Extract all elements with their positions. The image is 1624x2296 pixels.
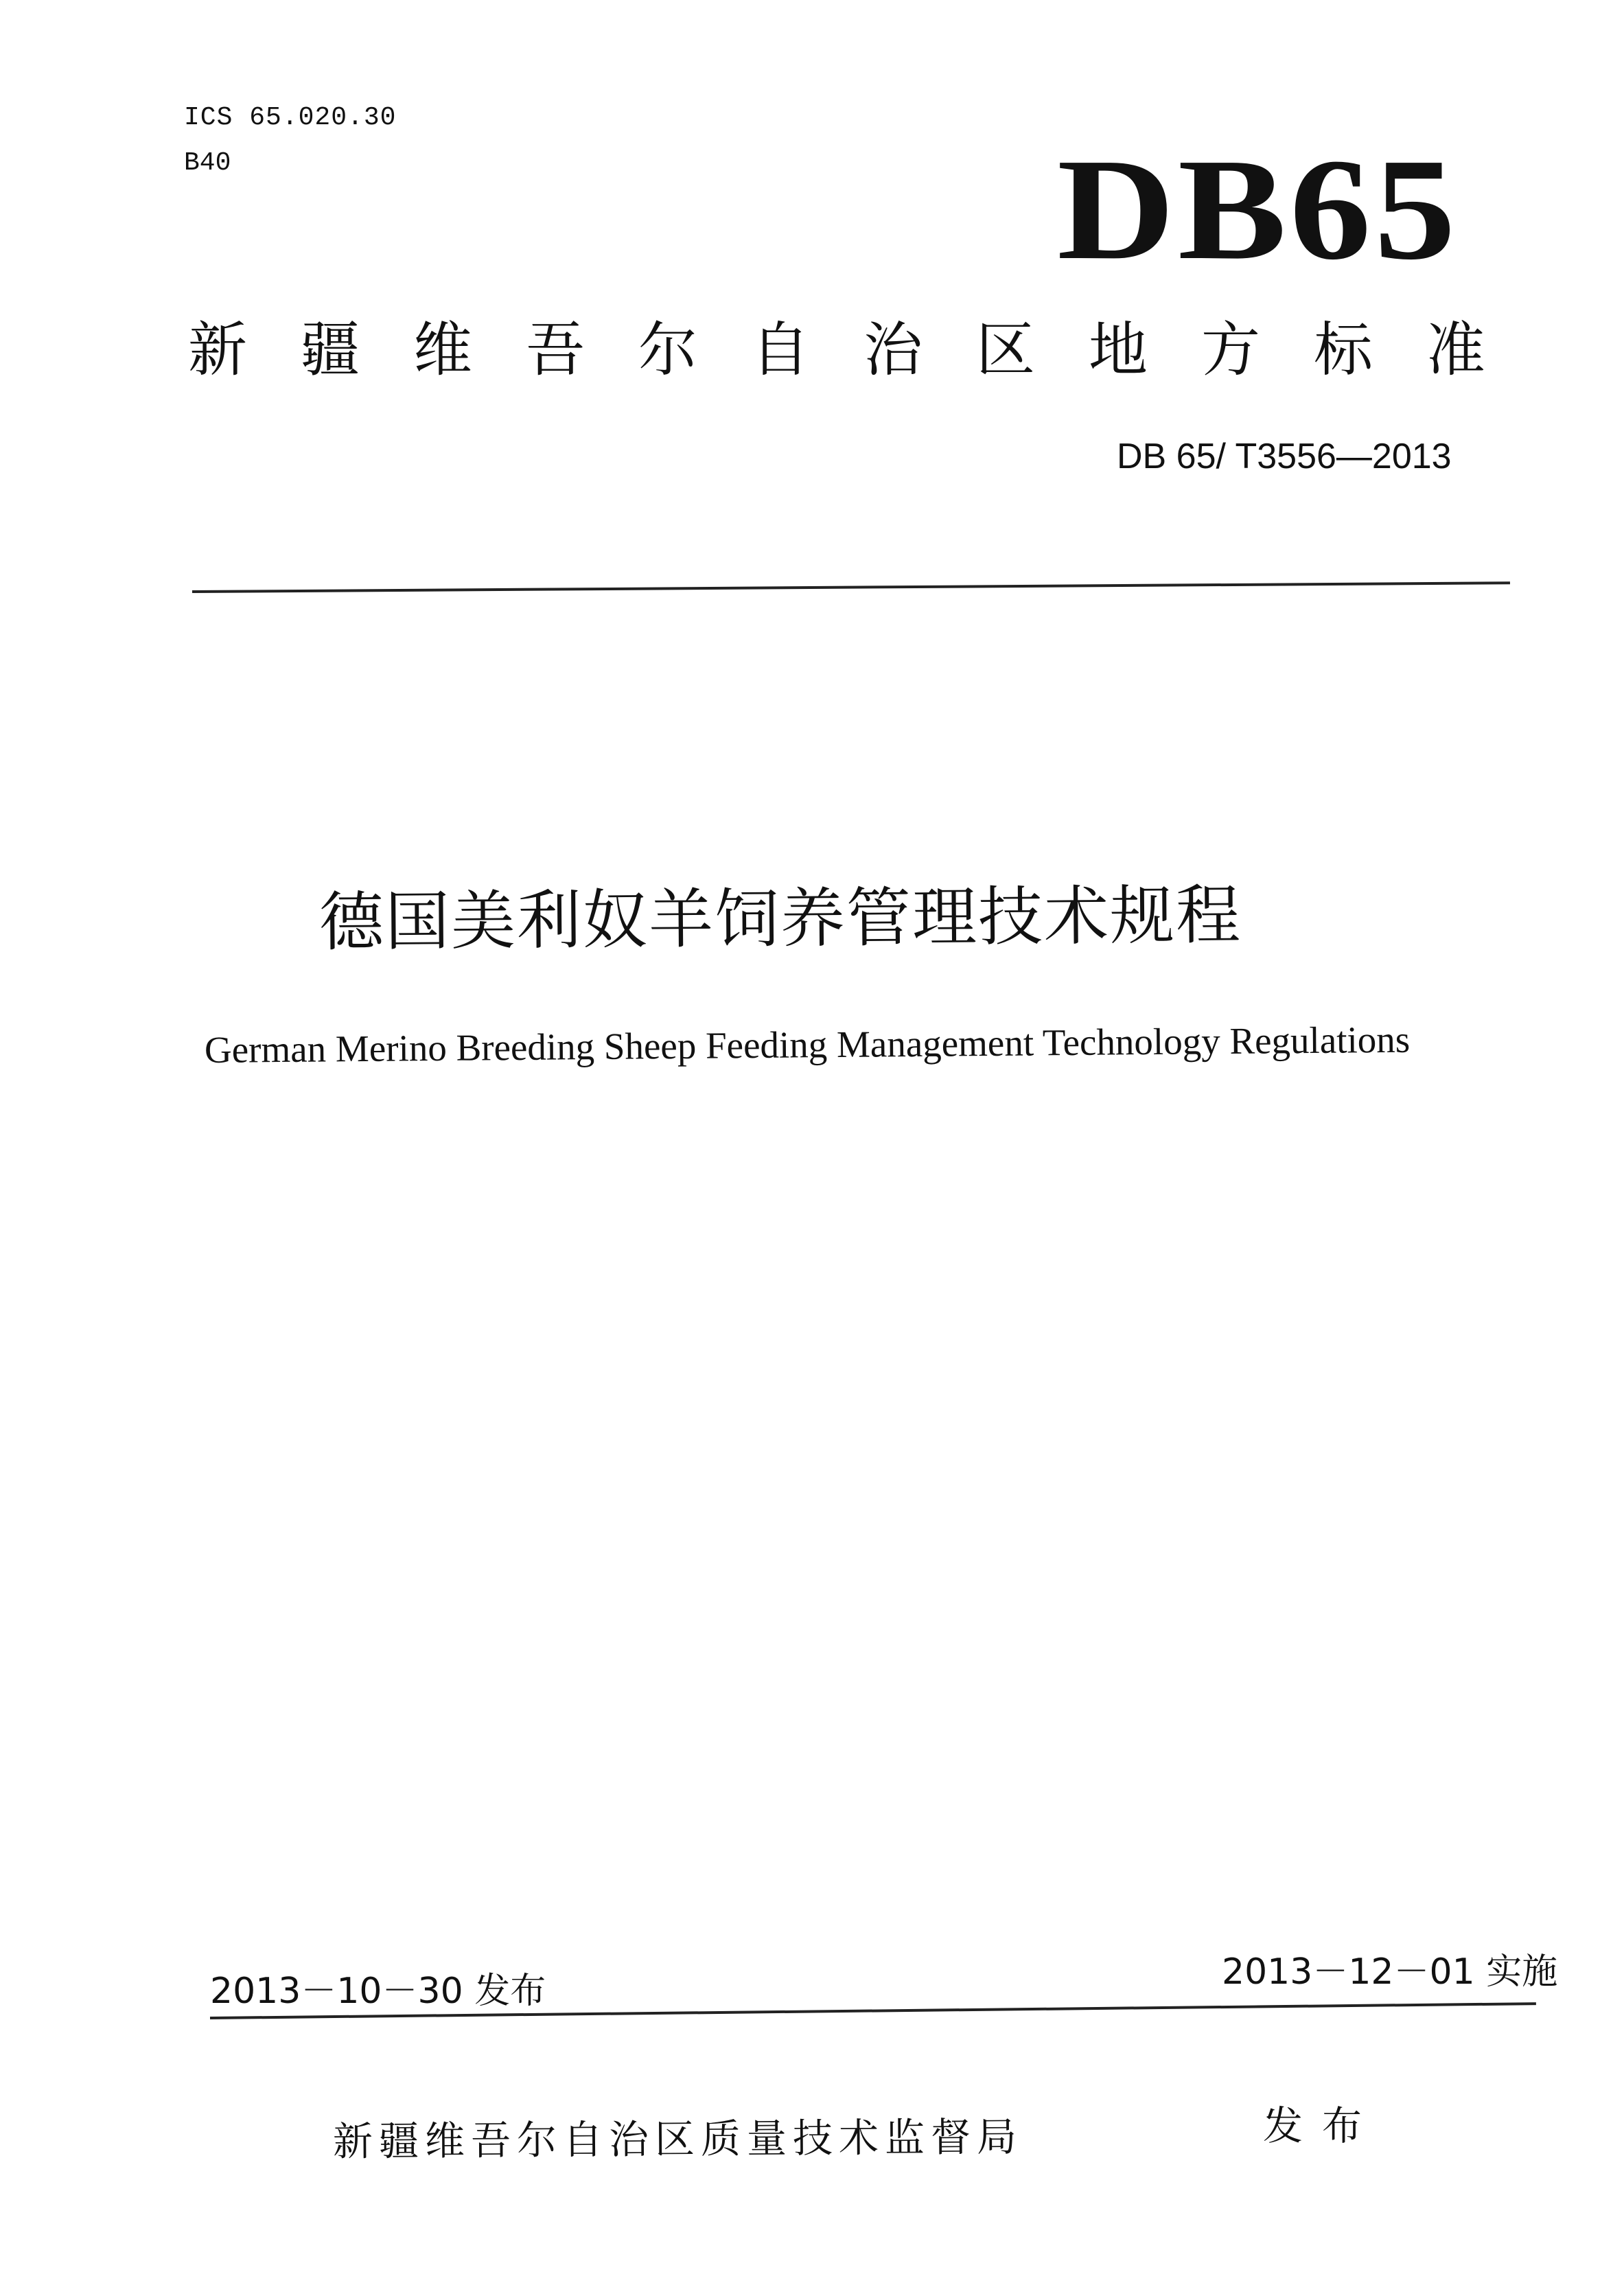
standard-logo: DB65: [1057, 128, 1459, 290]
document-title-english: German Merino Breeding Sheep Feeding Management Technology Regulations: [204, 1018, 1411, 1071]
publish-label: 发布: [1263, 2102, 1382, 2149]
implementation-date: 2013－12－01 实施: [1222, 1951, 1558, 1993]
standard-classification: 新疆维吾尔自治区地方标准: [188, 316, 1539, 384]
document-title-chinese: 德国美利奴羊饲养管理技术规程: [318, 878, 1242, 960]
standard-number: DB 65/ T3556—2013: [1117, 437, 1452, 476]
header-divider: [192, 581, 1510, 593]
issuing-authority: 新疆维吾尔自治区质量技术监督局: [332, 2113, 1023, 2165]
ics-code: ICS 65.020.30: [184, 103, 397, 132]
ccs-code: B40: [184, 148, 231, 178]
issue-date: 2013－10－30 发布: [210, 1971, 546, 2012]
